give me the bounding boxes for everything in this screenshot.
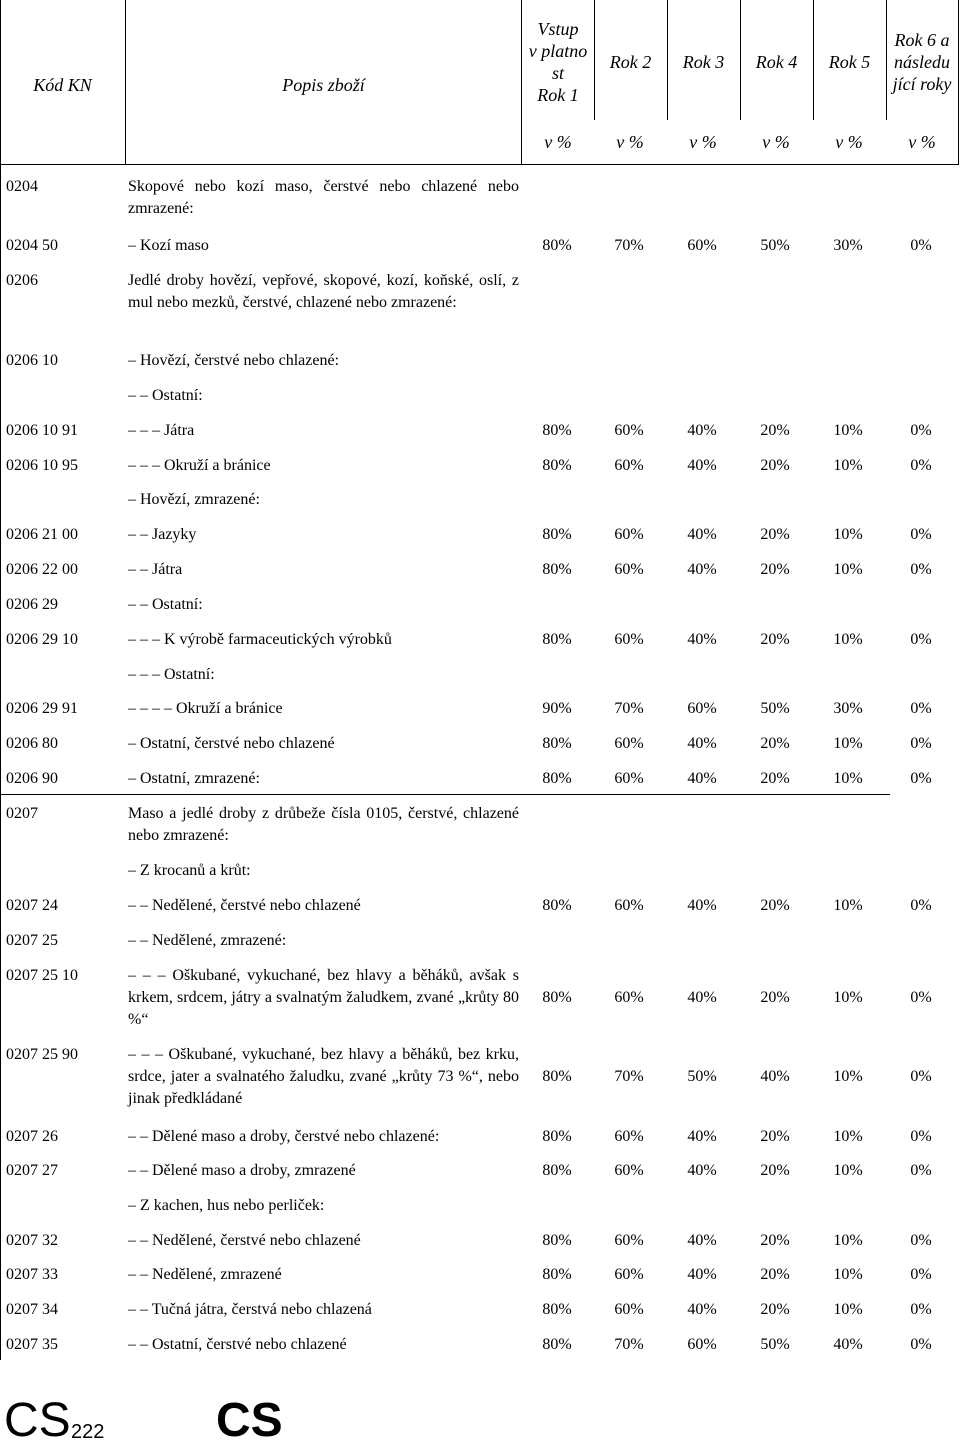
header-year-line: Rok 3 xyxy=(682,52,725,72)
duty-rate-year-4: 50% xyxy=(760,1336,790,1353)
duty-rate-year-1: 90% xyxy=(542,700,572,717)
duty-rate-year-6: 0% xyxy=(910,897,932,914)
goods-description: – – Játra xyxy=(128,561,183,578)
footer-language-code: CS xyxy=(4,1394,71,1447)
goods-description: – – Jazyky xyxy=(128,526,197,543)
duty-rate-year-1: 80% xyxy=(542,735,572,752)
duty-rate-year-1: 80% xyxy=(542,457,572,474)
goods-description: Jedlé droby hovězí, vepřové, skopové, kozí, koňské, oslí, z mul nebo mezků, čerstvé, chlazené nebo zmrazené: xyxy=(128,272,519,311)
duty-rate-year-5: 10% xyxy=(833,1266,863,1283)
header-year-line: Rok 6 a xyxy=(894,30,950,50)
duty-rate-year-2: 70% xyxy=(614,700,644,717)
duty-rate-year-4: 20% xyxy=(760,1266,790,1283)
cn-code: 0207 26 xyxy=(6,1128,58,1145)
cn-code: 0206 80 xyxy=(6,735,58,752)
duty-rate-year-5: 30% xyxy=(833,237,863,254)
goods-description: Skopové nebo kozí maso, čerstvé nebo chlazené nebo zmrazené: xyxy=(128,178,519,217)
duty-rate-year-1: 80% xyxy=(542,631,572,648)
header-year-5 xyxy=(813,51,886,73)
goods-description: – – Ostatní, čerstvé nebo chlazené xyxy=(128,1336,347,1353)
duty-rate-year-5: 10% xyxy=(833,561,863,578)
duty-rate-year-2: 70% xyxy=(614,1336,644,1353)
duty-rate-year-6: 0% xyxy=(910,237,932,254)
duty-rate-year-2: 60% xyxy=(614,989,644,1006)
duty-rate-year-6: 0% xyxy=(910,1266,932,1283)
cn-code: 0206 29 10 xyxy=(6,631,78,648)
goods-description: – – – – Okruží a bránice xyxy=(128,700,283,717)
header-year-line: Rok 2 xyxy=(609,52,652,72)
cn-code: 0207 34 xyxy=(6,1301,58,1318)
cn-code: 0206 10 xyxy=(6,352,58,369)
duty-rate-year-5: 40% xyxy=(833,1336,863,1353)
duty-rate-year-1: 80% xyxy=(542,897,572,914)
duty-rate-year-2: 60% xyxy=(614,631,644,648)
header-year-line: jící roky xyxy=(892,74,952,94)
duty-rate-year-2: 60% xyxy=(614,1232,644,1249)
duty-rate-year-2: 60% xyxy=(614,897,644,914)
duty-rate-year-3: 40% xyxy=(687,1128,717,1145)
goods-description: Maso a jedlé droby z drůbeže čísla 0105, čerstvé, chlazené nebo zmrazené: xyxy=(128,805,519,844)
goods-description: – – – Okruží a bránice xyxy=(128,457,271,474)
duty-rate-year-6: 0% xyxy=(910,735,932,752)
cn-code: 0207 33 xyxy=(6,1266,58,1283)
duty-rate-year-3: 40% xyxy=(687,1162,717,1179)
duty-rate-year-1: 80% xyxy=(542,1301,572,1318)
header-year-line: Rok 1 xyxy=(537,85,579,105)
duty-rate-year-1: 80% xyxy=(542,422,572,439)
goods-description: – – Nedělené, zmrazené xyxy=(128,1266,282,1283)
goods-description: – – Dělené maso a droby, čerstvé nebo chlazené: xyxy=(128,1128,440,1145)
duty-rate-year-6: 0% xyxy=(910,1162,932,1179)
header-year-line: Rok 5 xyxy=(828,52,871,72)
duty-rate-year-1: 80% xyxy=(542,770,572,787)
table-border-right xyxy=(958,0,959,164)
duty-rate-year-1: 80% xyxy=(542,989,572,1006)
cn-code: 0207 25 10 xyxy=(6,967,78,984)
duty-rate-year-5: 10% xyxy=(833,989,863,1006)
header-unit: v % xyxy=(908,132,936,152)
goods-description: – Kozí maso xyxy=(128,237,209,254)
duty-rate-year-3: 40% xyxy=(687,526,717,543)
goods-description: – – Ostatní: xyxy=(128,596,203,613)
header-year-line: následu xyxy=(894,52,950,72)
header-year-4 xyxy=(740,51,813,73)
duty-rate-year-3: 40% xyxy=(687,1301,717,1318)
duty-rate-year-1: 80% xyxy=(542,1232,572,1249)
table-border-left xyxy=(0,0,1,1360)
duty-rate-year-6: 0% xyxy=(910,700,932,717)
footer-language-code-bold: CS xyxy=(216,1394,283,1447)
duty-rate-year-5: 10% xyxy=(833,1162,863,1179)
header-year-6 xyxy=(886,29,958,95)
duty-rate-year-2: 60% xyxy=(614,457,644,474)
header-year-3 xyxy=(667,51,740,73)
duty-rate-year-2: 60% xyxy=(614,561,644,578)
duty-rate-year-2: 60% xyxy=(614,1266,644,1283)
duty-rate-year-2: 60% xyxy=(614,1128,644,1145)
duty-rate-year-4: 40% xyxy=(760,1068,790,1085)
duty-rate-year-5: 30% xyxy=(833,700,863,717)
duty-rate-year-3: 40% xyxy=(687,561,717,578)
cn-code: 0207 24 xyxy=(6,897,58,914)
goods-description: – – Nedělené, čerstvé nebo chlazené xyxy=(128,897,361,914)
duty-rate-year-5: 10% xyxy=(833,1232,863,1249)
duty-rate-year-4: 50% xyxy=(760,237,790,254)
header-unit: v % xyxy=(616,132,644,152)
duty-rate-year-2: 60% xyxy=(614,735,644,752)
goods-description: – Z krocanů a krůt: xyxy=(128,862,251,879)
header-year-line: Rok 4 xyxy=(755,52,798,72)
cn-code: 0207 xyxy=(6,805,38,822)
duty-rate-year-4: 20% xyxy=(760,526,790,543)
duty-rate-year-3: 60% xyxy=(687,237,717,254)
duty-rate-year-4: 20% xyxy=(760,631,790,648)
header-unit: v % xyxy=(689,132,717,152)
cn-code: 0207 32 xyxy=(6,1232,58,1249)
header-year-1 xyxy=(522,18,594,106)
duty-rate-year-5: 10% xyxy=(833,631,863,648)
duty-rate-year-2: 60% xyxy=(614,770,644,787)
duty-rate-year-5: 10% xyxy=(833,1301,863,1318)
goods-description: – – Dělené maso a droby, zmrazené xyxy=(128,1162,356,1179)
goods-description: – – – Oškubané, vykuchané, bez hlavy a běháků, bez krku, srdce, jater a svalnatého žaludku, zvané „krůty 73 %“, nebo jinak předkládané xyxy=(128,1046,519,1107)
duty-rate-year-5: 10% xyxy=(833,526,863,543)
duty-rate-year-6: 0% xyxy=(910,1128,932,1145)
duty-rate-year-4: 20% xyxy=(760,457,790,474)
duty-rate-year-4: 20% xyxy=(760,1232,790,1249)
duty-rate-year-1: 80% xyxy=(542,526,572,543)
footer-page-number: 222 xyxy=(71,1421,105,1443)
duty-rate-year-3: 40% xyxy=(687,770,717,787)
cn-code: 0206 29 91 xyxy=(6,700,78,717)
duty-rate-year-6: 0% xyxy=(910,1301,932,1318)
duty-rate-year-1: 80% xyxy=(542,1162,572,1179)
duty-rate-year-1: 80% xyxy=(542,237,572,254)
header-kod: Kód KN xyxy=(33,75,92,95)
section-separator xyxy=(0,794,890,795)
duty-rate-year-4: 50% xyxy=(760,700,790,717)
header-separator xyxy=(0,164,959,165)
cn-code: 0207 27 xyxy=(6,1162,58,1179)
duty-rate-year-2: 70% xyxy=(614,237,644,254)
goods-description: – – Ostatní: xyxy=(128,387,203,404)
duty-rate-year-3: 60% xyxy=(687,1336,717,1353)
duty-rate-year-5: 10% xyxy=(833,457,863,474)
header-year-line: Vstup xyxy=(537,19,579,39)
goods-description: – – Tučná játra, čerstvá nebo chlazená xyxy=(128,1301,372,1318)
cn-code: 0206 22 00 xyxy=(6,561,78,578)
duty-rate-year-6: 0% xyxy=(910,631,932,648)
header-year-2 xyxy=(594,51,667,73)
duty-rate-year-1: 80% xyxy=(542,1336,572,1353)
header-year-line: v platno xyxy=(528,41,588,61)
duty-rate-year-6: 0% xyxy=(910,561,932,578)
cn-code: 0204 xyxy=(6,178,38,195)
cn-code: 0206 10 95 xyxy=(6,457,78,474)
duty-rate-year-6: 0% xyxy=(910,457,932,474)
header-year-line: st xyxy=(551,63,564,83)
duty-rate-year-4: 20% xyxy=(760,422,790,439)
header-unit: v % xyxy=(835,132,863,152)
duty-rate-year-5: 10% xyxy=(833,422,863,439)
duty-rate-year-3: 40% xyxy=(687,1266,717,1283)
cn-code: 0206 29 xyxy=(6,596,58,613)
duty-rate-year-6: 0% xyxy=(910,770,932,787)
header-unit: v % xyxy=(762,132,790,152)
goods-description: – Hovězí, čerstvé nebo chlazené: xyxy=(128,352,340,369)
header-unit: v % xyxy=(544,132,572,152)
duty-rate-year-3: 50% xyxy=(687,1068,717,1085)
duty-rate-year-3: 40% xyxy=(687,989,717,1006)
cn-code: 0207 25 90 xyxy=(6,1046,78,1063)
cn-code: 0207 25 xyxy=(6,932,58,949)
duty-rate-year-4: 20% xyxy=(760,897,790,914)
goods-description: – Hovězí, zmrazené: xyxy=(128,491,260,508)
duty-rate-year-5: 10% xyxy=(833,770,863,787)
goods-description: – – – Játra xyxy=(128,422,195,439)
cn-code: 0206 90 xyxy=(6,770,58,787)
duty-rate-year-4: 20% xyxy=(760,561,790,578)
duty-rate-year-6: 0% xyxy=(910,526,932,543)
duty-rate-year-4: 20% xyxy=(760,1128,790,1145)
goods-description: – Ostatní, zmrazené: xyxy=(128,770,260,787)
duty-rate-year-4: 20% xyxy=(760,1301,790,1318)
cn-code: 0207 35 xyxy=(6,1336,58,1353)
duty-rate-year-1: 80% xyxy=(542,1266,572,1283)
cn-code: 0206 xyxy=(6,272,38,289)
duty-rate-year-6: 0% xyxy=(910,1232,932,1249)
duty-rate-year-5: 10% xyxy=(833,1068,863,1085)
duty-rate-year-1: 80% xyxy=(542,561,572,578)
duty-rate-year-3: 40% xyxy=(687,631,717,648)
cn-code: 0206 10 91 xyxy=(6,422,78,439)
duty-rate-year-3: 40% xyxy=(687,1232,717,1249)
duty-rate-year-6: 0% xyxy=(910,989,932,1006)
duty-rate-year-5: 10% xyxy=(833,735,863,752)
duty-rate-year-3: 40% xyxy=(687,457,717,474)
duty-rate-year-1: 80% xyxy=(542,1128,572,1145)
duty-rate-year-6: 0% xyxy=(910,1336,932,1353)
duty-rate-year-2: 60% xyxy=(614,1301,644,1318)
duty-rate-year-3: 40% xyxy=(687,897,717,914)
goods-description: – – Nedělené, čerstvé nebo chlazené xyxy=(128,1232,361,1249)
duty-rate-year-6: 0% xyxy=(910,422,932,439)
duty-rate-year-1: 80% xyxy=(542,1068,572,1085)
goods-description: – – Nedělené, zmrazené: xyxy=(128,932,287,949)
goods-description: – – – K výrobě farmaceutických výrobků xyxy=(128,631,392,648)
duty-rate-year-3: 40% xyxy=(687,735,717,752)
duty-rate-year-5: 10% xyxy=(833,1128,863,1145)
duty-rate-year-3: 60% xyxy=(687,700,717,717)
header-popis: Popis zboží xyxy=(282,75,365,95)
duty-rate-year-4: 20% xyxy=(760,1162,790,1179)
duty-rate-year-2: 60% xyxy=(614,526,644,543)
goods-description: – – – Ostatní: xyxy=(128,666,215,683)
duty-rate-year-3: 40% xyxy=(687,422,717,439)
duty-rate-year-5: 10% xyxy=(833,897,863,914)
duty-rate-year-4: 20% xyxy=(760,770,790,787)
duty-rate-year-4: 20% xyxy=(760,989,790,1006)
goods-description: – Ostatní, čerstvé nebo chlazené xyxy=(128,735,335,752)
cn-code: 0204 50 xyxy=(6,237,58,254)
goods-description: – Z kachen, hus nebo perliček: xyxy=(128,1197,325,1214)
cn-code: 0206 21 00 xyxy=(6,526,78,543)
duty-rate-year-2: 70% xyxy=(614,1068,644,1085)
duty-rate-year-6: 0% xyxy=(910,1068,932,1085)
duty-rate-year-2: 60% xyxy=(614,422,644,439)
goods-description: – – – Oškubané, vykuchané, bez hlavy a běháků, avšak s krkem, srdcem, játry a svalnatým žaludkem, zvané „krůty 80 %“ xyxy=(128,967,519,1028)
duty-rate-year-4: 20% xyxy=(760,735,790,752)
duty-rate-year-2: 60% xyxy=(614,1162,644,1179)
